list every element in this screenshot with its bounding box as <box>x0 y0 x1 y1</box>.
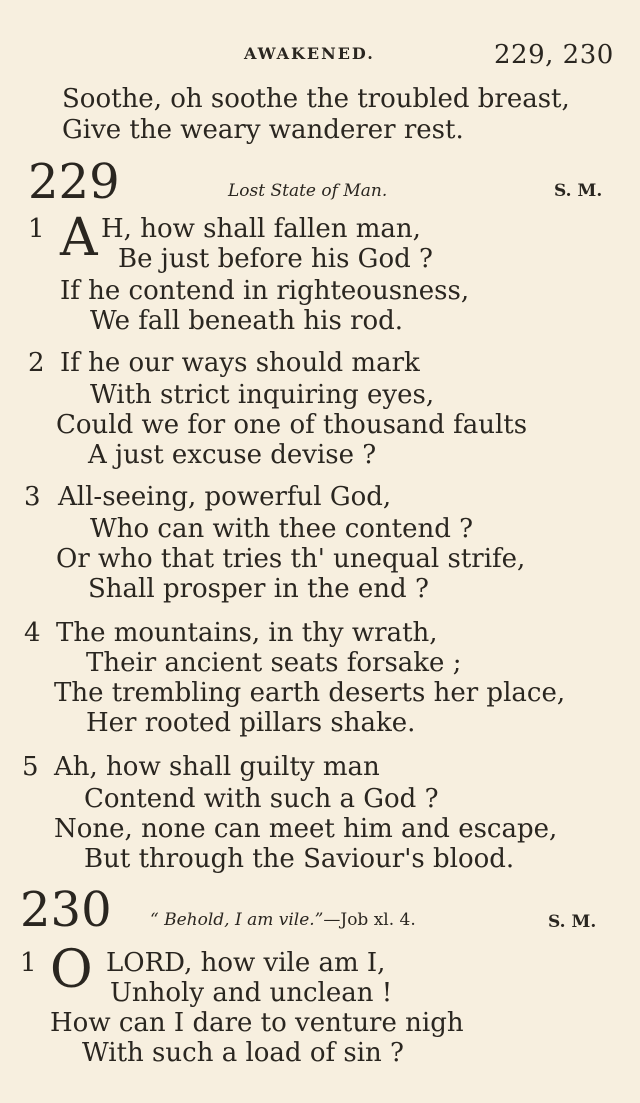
verse-number: 3 <box>24 482 41 512</box>
hymn-title: Lost State of Man. <box>228 181 388 201</box>
verse-number: 1 <box>20 948 37 978</box>
hymn-title-quote: “ Behold, I am vile.” <box>150 910 324 930</box>
verse-line: Or who that tries th' unequal strife, <box>56 544 526 574</box>
verse-line: Be just before his God ? <box>118 244 433 274</box>
verse-line: The trembling earth deserts her place, <box>54 678 566 708</box>
scripture-reference: —Job xl. 4. <box>323 910 416 930</box>
carryover-line: Give the weary wanderer rest. <box>62 115 464 145</box>
page-numbers: 229, 230 <box>494 40 614 70</box>
hymn-number: 230 <box>20 882 112 938</box>
verse-number: 5 <box>22 752 39 782</box>
verse-line: If he our ways should mark <box>60 348 420 378</box>
verse-line: If he contend in righteousness, <box>60 276 470 306</box>
verse-line: Could we for one of thousand faults <box>56 410 528 440</box>
verse-line: Ah, how shall guilty man <box>54 752 380 782</box>
verse-line: LORD, how vile am I, <box>106 948 386 978</box>
carryover-line: Soothe, oh soothe the troubled breast, <box>62 84 570 114</box>
hymn-meter: S. M. <box>554 181 603 201</box>
verse-line: Who can with thee contend ? <box>90 514 474 544</box>
verse-number: 2 <box>28 348 45 378</box>
running-head: AWAKENED. <box>244 44 375 63</box>
verse-line: All-seeing, powerful God, <box>58 482 392 512</box>
verse-line: Unholy and unclean ! <box>110 978 393 1008</box>
drop-cap: O <box>50 940 93 1000</box>
verse-line: With such a load of sin ? <box>82 1038 404 1068</box>
verse-line: H, how shall fallen man, <box>101 214 421 244</box>
hymn-title <box>150 910 416 930</box>
hymn-number: 229 <box>28 154 120 210</box>
verse-line: The mountains, in thy wrath, <box>56 618 438 648</box>
verse-line: Contend with such a God ? <box>84 784 439 814</box>
verse-line: Their ancient seats forsake ; <box>86 648 462 678</box>
verse-line: With strict inquiring eyes, <box>90 380 435 410</box>
verse-line: A just excuse devise ? <box>88 440 377 470</box>
verse-line: We fall beneath his rod. <box>90 306 404 336</box>
verse-line: Her rooted pillars shake. <box>86 708 416 738</box>
drop-cap: A <box>60 208 98 268</box>
verse-number: 4 <box>24 618 41 648</box>
verse-line: None, none can meet him and escape, <box>54 814 558 844</box>
verse-line: Shall prosper in the end ? <box>88 574 429 604</box>
verse-line: But through the Saviour's blood. <box>84 844 515 874</box>
hymn-meter: S. M. <box>548 912 597 932</box>
verse-line: How can I dare to venture nigh <box>50 1008 464 1038</box>
verse-number: 1 <box>28 214 45 244</box>
